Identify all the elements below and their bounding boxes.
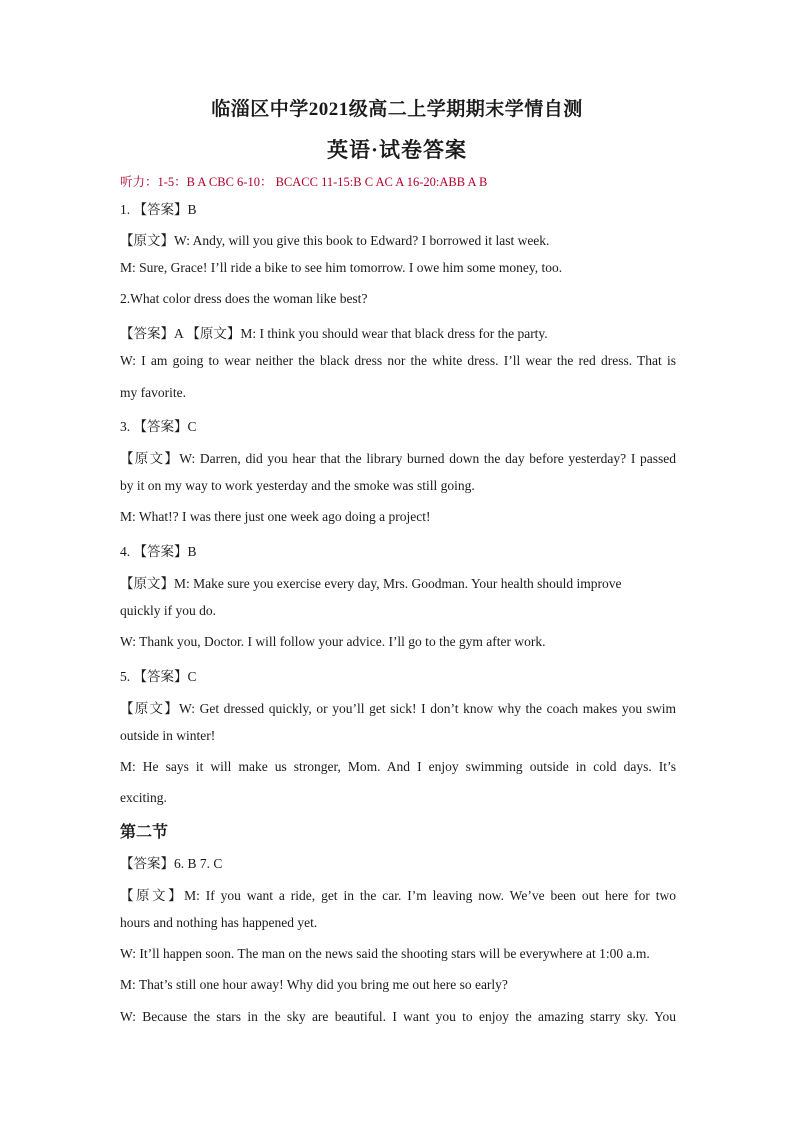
text-line: 5. 【答案】C	[120, 669, 197, 684]
text-line: M: That’s still one hour away! Why did you bring me out here so early?	[120, 977, 508, 992]
text-line: M: What!? I was there just one week ago doing a project!	[120, 509, 431, 524]
text-line: by it on my way to work yesterday and the smoke was still going.	[120, 478, 475, 493]
text-line: W: Thank you, Doctor. I will follow your advice. I’ll go to the gym after work.	[120, 634, 546, 649]
text-line: 2.What color dress does the woman like best?	[120, 291, 368, 306]
text-line: W: I am going to wear neither the black dress nor the white dress. I’ll wear the red dress. That is	[120, 353, 676, 368]
text-line: outside in winter!	[120, 728, 216, 743]
text-line: quickly if you do.	[120, 603, 216, 618]
text-line: W: It’ll happen soon. The man on the news said the shooting stars will be everywhere at 1:00 a.m.	[120, 946, 650, 961]
text-line: 【原文】W: Get dressed quickly, or you’ll get sick! I don’t know why the coach makes you swim	[120, 701, 676, 716]
text-line: 【原文】M: Make sure you exercise every day, Mrs. Goodman. Your health should improve	[120, 576, 622, 591]
text-line: 【答案】A 【原文】M: I think you should wear that black dress for the party.	[120, 326, 548, 341]
text-line: 【原文】W: Andy, will you give this book to Edward? I borrowed it last week.	[120, 233, 550, 248]
text-line: my favorite.	[120, 385, 186, 400]
text-line: M: He says it will make us stronger, Mom. And I enjoy swimming outside in cold days. It’s	[120, 759, 676, 774]
text-line: 3. 【答案】C	[120, 419, 197, 434]
text-line: 1. 【答案】B	[120, 202, 197, 217]
text-line: 【答案】6. B 7. C	[120, 856, 223, 871]
text-line: 4. 【答案】B	[120, 544, 197, 559]
text-line: exciting.	[120, 790, 167, 805]
text-line: W: Because the stars in the sky are beautiful. I want you to enjoy the amazing starry sky. You	[120, 1009, 676, 1024]
text-line: hours and nothing has happened yet.	[120, 915, 318, 930]
text-line: 【原文】M: If you want a ride, get in the car. I’m leaving now. We’ve been out here for two	[120, 888, 676, 903]
document-subtitle: 英语·试卷答案	[326, 138, 467, 162]
section-heading: 第二节	[120, 824, 169, 841]
text-line: 【原文】W: Darren, did you hear that the library burned down the day before yesterday? I passed	[120, 451, 676, 466]
document-title: 临淄区中学2021级高二上学期期末学情自测	[211, 99, 583, 120]
text-line: M: Sure, Grace! I’ll ride a bike to see him tomorrow. I owe him some money, too.	[120, 260, 563, 275]
listening-answer-key: 听力：1-5：B A CBC 6-10： BCACC 11-15:B C AC A 16-20:ABB A B	[120, 175, 488, 189]
